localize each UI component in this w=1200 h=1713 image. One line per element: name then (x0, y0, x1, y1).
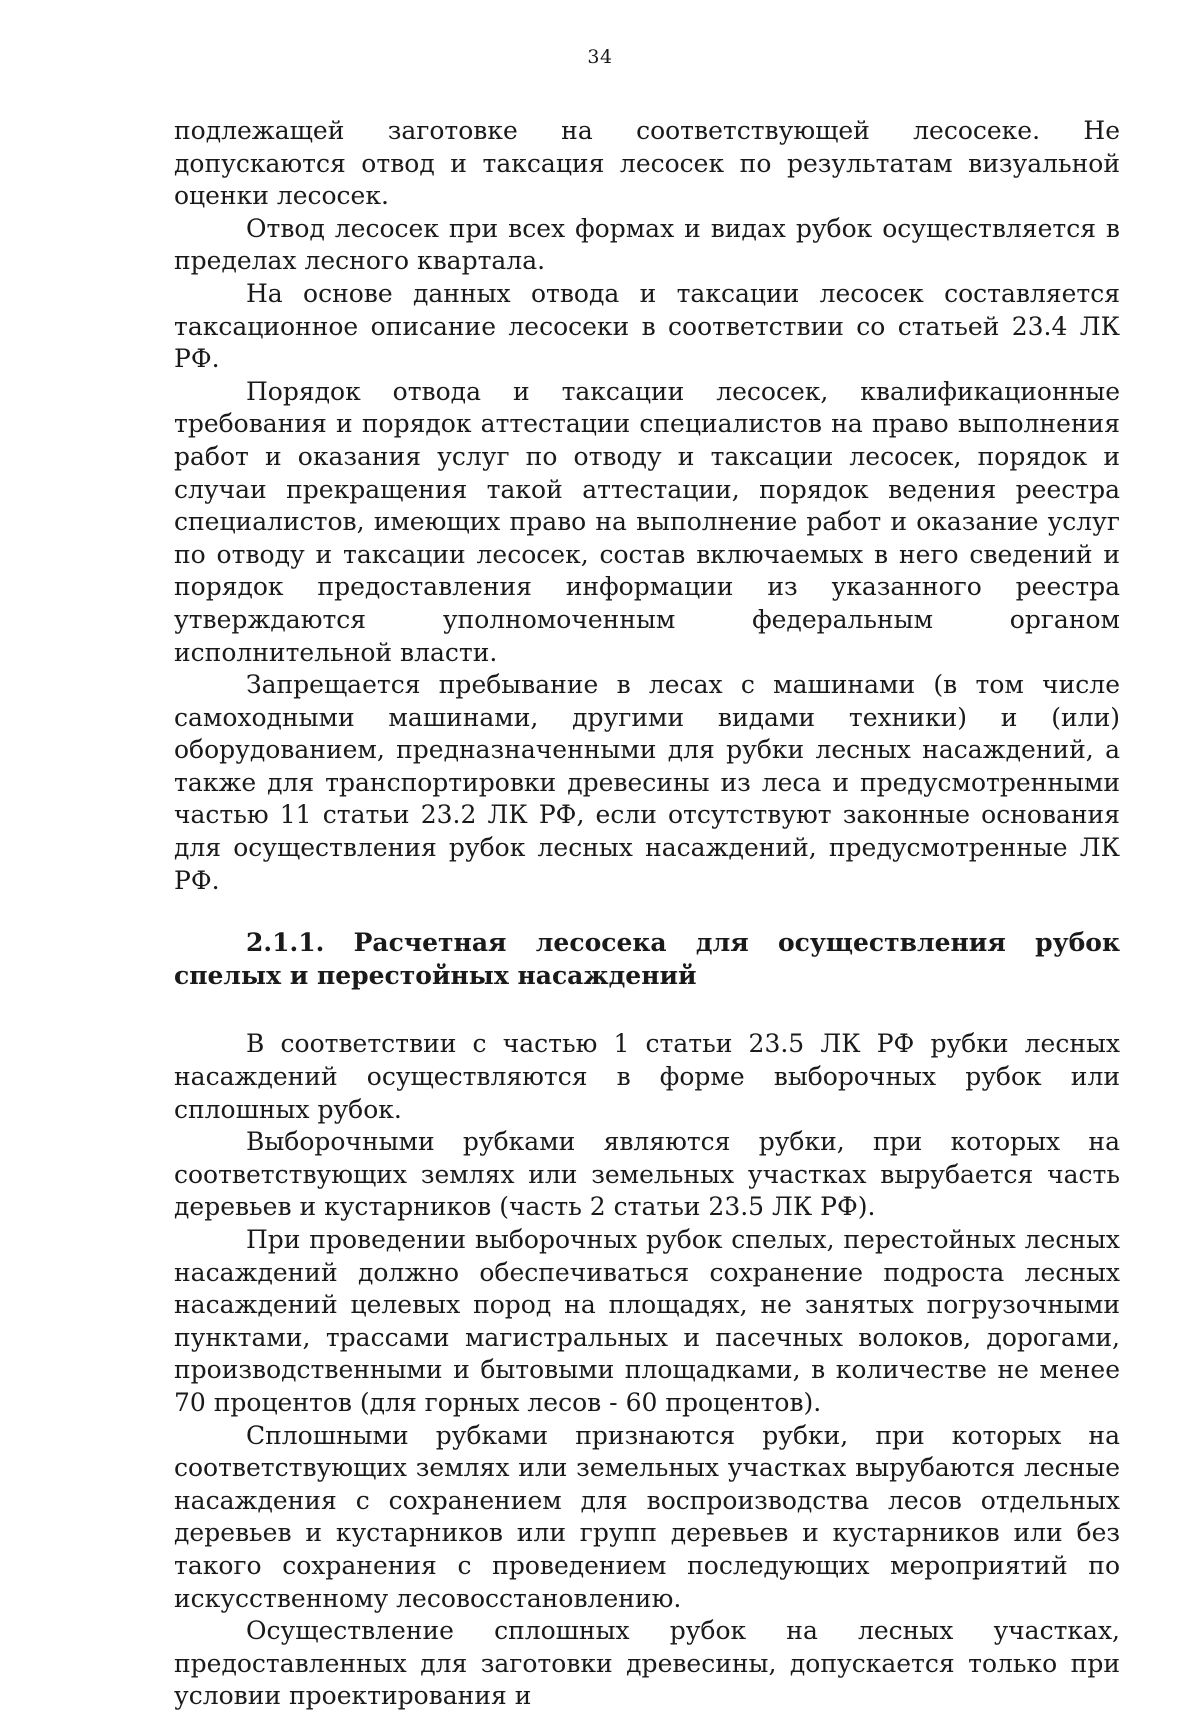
document-body (174, 115, 1120, 1713)
section-heading: 2.1.1. Расчетная лесосека для осуществления рубок спелых и перестойных насаждений (174, 928, 1120, 990)
paragraph-continuation: подлежащей заготовке на соответствующей лесосеке. Не допускаются отвод и таксация лесосек по результатам визуальной оценки лесосек. (174, 116, 1120, 211)
paragraph: На основе данных отвода и таксации лесосек составляется таксационное описание лесосеки в соответствии со статьей 23.4 ЛК РФ. (174, 278, 1120, 374)
paragraph: В соответствии с частью 1 статьи 23.5 ЛК РФ рубки лесных насаждений осуществляются в форме выборочных рубок или сплошных рубок. (174, 1029, 1120, 1124)
paragraph: Порядок отвода и таксации лесосек, квалификационные требования и порядок аттестации специалистов на право выполнения работ и оказания услуг по отводу и таксации лесосек, порядок и случаи прекращения такой аттестации, порядок ведения реестра специалистов, имеющих право на выполнение работ и оказание услуг по отводу и таксации лесосек, состав включаемых в него сведений и порядок предоставления информации из указанного реестра утверждаются уполномоченным федеральным органом исполнительной власти. (174, 376, 1120, 667)
page-number: 34 (587, 46, 613, 68)
paragraph: При проведении выборочных рубок спелых, перестойных лесных насаждений должно обеспечиваться сохранение подроста лесных насаждений целевых пород на площадях, не занятых погрузочными пунктами, трассами магистральных и пасечных волоков, дорогами, производственными и бытовыми площадками, в количестве не менее 70 процентов (для горных лесов - 60 процентов). (174, 1225, 1120, 1417)
paragraph: Сплошными рубками признаются рубки, при которых на соответствующих землях или земельных участках вырубаются лесные насаждения с сохранением для воспроизводства лесов отдельных деревьев и кустарников или групп деревьев и кустарников или без такого сохранения с проведением последующих мероприятий по искусственному лесовосстановлению. (174, 1420, 1120, 1613)
paragraph: Запрещается пребывание в лесах с машинами (в том числе самоходными машинами, другими видами техники) и (или) оборудованием, предназначенными для рубки лесных насаждений, а также для транспортировки древесины из леса и предусмотренными частью 11 статьи 23.2 ЛК РФ, если отсутствуют законные основания для осуществления рубок лесных насаждений, предусмотренные ЛК РФ. (174, 670, 1120, 895)
paragraph: Осуществление сплошных рубок на лесных участках, предоставленных для заготовки древесины, допускается только при условии проектирования и (174, 1616, 1120, 1711)
paragraph: Выборочными рубками являются рубки, при которых на соответствующих землях или земельных участках вырубается часть деревьев и кустарников (часть 2 статьи 23.5 ЛК РФ). (174, 1127, 1120, 1222)
paragraph: Отвод лесосек при всех формах и видах рубок осуществляется в пределах лесного квартала. (174, 213, 1120, 276)
